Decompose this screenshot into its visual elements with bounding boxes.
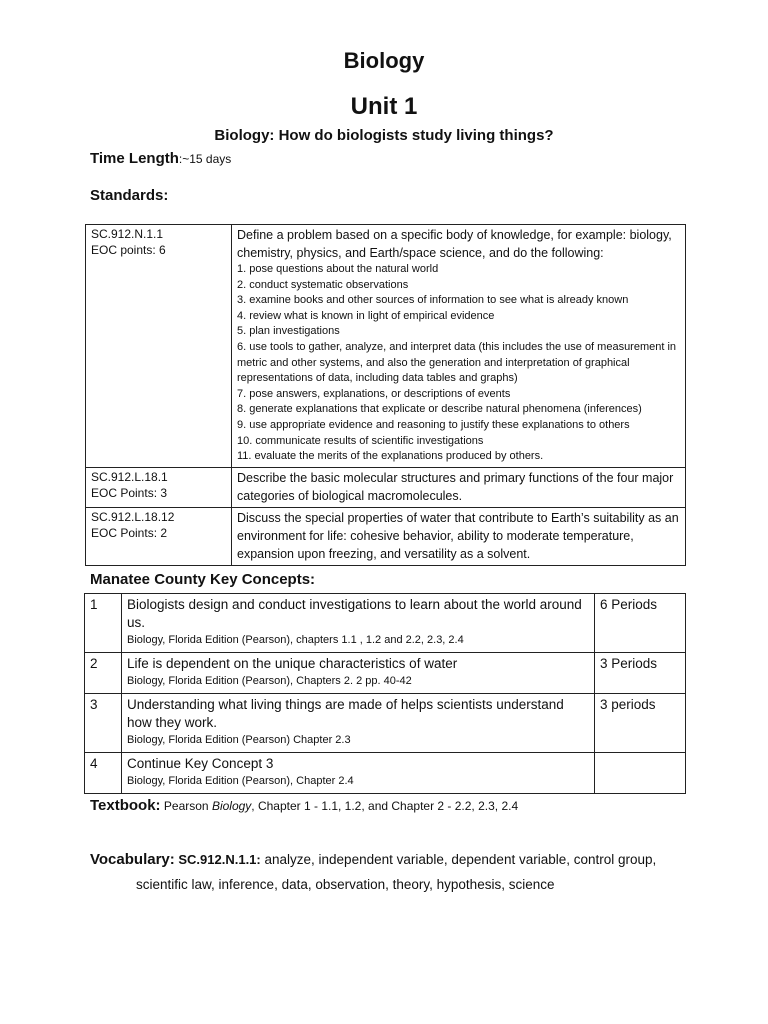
standard-description: Describe the basic molecular structures and primary functions of the four major categories of biological macromolecules. bbox=[237, 470, 674, 503]
time-length bbox=[90, 150, 231, 167]
key-concepts-table bbox=[84, 593, 686, 794]
list-item: 1. pose questions about the natural world bbox=[237, 263, 439, 275]
list-item: 9. use appropriate evidence and reasoning to justify these explanations to others bbox=[237, 418, 630, 431]
standard-points: EOC points: 6 bbox=[91, 243, 166, 257]
concept-periods: 6 Periods bbox=[595, 594, 686, 653]
time-length-label: Time Length bbox=[90, 150, 179, 167]
table-row bbox=[85, 653, 686, 694]
standard-code-cell bbox=[86, 467, 232, 507]
concept-text: Continue Key Concept 3 bbox=[127, 756, 274, 771]
standard-description-cell bbox=[232, 507, 686, 565]
standards-heading bbox=[90, 187, 168, 204]
list-item: 11. evaluate the merits of the explanations produced by others. bbox=[237, 450, 544, 463]
concept-periods: 3 periods bbox=[595, 694, 686, 753]
standard-steps-list bbox=[237, 262, 680, 465]
key-concepts-heading-label: Manatee County Key Concepts: bbox=[90, 571, 316, 588]
textbook-label: Textbook: bbox=[90, 797, 161, 814]
concept-number: 4 bbox=[85, 753, 122, 794]
standard-description: Define a problem based on a specific body of knowledge, for example: biology, chemistry, physics, and Earth/space science, and do the following: bbox=[237, 228, 672, 260]
table-row bbox=[86, 225, 686, 468]
vocabulary-label: Vocabulary: bbox=[90, 851, 175, 868]
concept-text-cell bbox=[122, 594, 595, 653]
concept-periods bbox=[595, 753, 686, 794]
concept-text: Biologists design and conduct investigations to learn about the world around us. bbox=[127, 597, 582, 630]
table-row bbox=[86, 467, 686, 507]
concept-text: Understanding what living things are made of helps scientists understand how they work. bbox=[127, 697, 564, 730]
concept-periods: 3 Periods bbox=[595, 653, 686, 694]
textbook-prefix: Pearson bbox=[160, 799, 212, 813]
concept-reference: Biology, Florida Edition (Pearson), Chapter 2.4 bbox=[127, 775, 354, 787]
list-item: 7. pose answers, explanations, or descriptions of events bbox=[237, 387, 511, 400]
vocabulary-standard-code: SC.912.N.1.1: bbox=[174, 852, 261, 867]
list-item: 2. conduct systematic observations bbox=[237, 278, 409, 291]
standards-table bbox=[85, 224, 686, 566]
key-concepts-heading bbox=[90, 571, 315, 588]
concept-text: Life is dependent on the unique characteristics of water bbox=[127, 656, 458, 671]
standard-points: EOC Points: 3 bbox=[91, 485, 168, 500]
concept-number: 2 bbox=[85, 653, 122, 694]
list-item: 10. communicate results of scientific investigations bbox=[237, 434, 484, 447]
unit-title: Unit 1 bbox=[350, 93, 418, 120]
list-item: 6. use tools to gather, analyze, and interpret data (this includes the use of measurement in metric and other systems, and also the generation and interpretation of graphical representations of data, including data tables and graphs) bbox=[237, 340, 677, 385]
vocabulary-terms: analyze, independent variable, dependent variable, control group, bbox=[260, 852, 657, 867]
standard-description: Discuss the special properties of water that contribute to Earth’s suitability as an environment for life: cohesive behavior, ability to moderate temperature, expansion upon freezing, and versatility as a solvent. bbox=[237, 510, 679, 561]
concept-reference: Biology, Florida Edition (Pearson) Chapter 2.3 bbox=[127, 734, 351, 746]
standards-heading-label: Standards: bbox=[90, 187, 169, 204]
standard-description-cell bbox=[232, 225, 686, 468]
list-item: 5. plan investigations bbox=[237, 325, 340, 338]
vocabulary-line bbox=[90, 851, 656, 868]
concept-text-cell bbox=[122, 653, 595, 694]
concept-reference: Biology, Florida Edition (Pearson), Chapters 2. 2 pp. 40-42 bbox=[127, 675, 412, 687]
list-item: 3. examine books and other sources of information to see what is already known bbox=[237, 294, 629, 307]
table-row bbox=[85, 753, 686, 794]
vocabulary-terms-continued: scientific law, inference, data, observation, theory, hypothesis, science bbox=[136, 877, 555, 892]
textbook-title: Biology bbox=[211, 799, 252, 813]
table-row bbox=[85, 594, 686, 653]
concept-number: 3 bbox=[85, 694, 122, 753]
list-item: 8. generate explanations that explicate or describe natural phenomena (inferences) bbox=[237, 403, 642, 416]
concept-text-cell bbox=[122, 753, 595, 794]
concept-reference: Biology, Florida Edition (Pearson), chapters 1.1 , 1.2 and 2.2, 2.3, 2.4 bbox=[127, 634, 464, 646]
standard-points: EOC Points: 2 bbox=[91, 525, 168, 540]
standard-code: SC.912.L.18.12 bbox=[91, 509, 175, 524]
unit-question: Biology: How do biologists study living things? bbox=[214, 127, 554, 144]
table-row bbox=[85, 694, 686, 753]
document-title: Biology bbox=[343, 48, 425, 73]
textbook-line bbox=[90, 797, 518, 814]
textbook-chapters: , Chapter 1 - 1.1, 1.2, and Chapter 2 - 2.2, 2.3, 2.4 bbox=[251, 799, 519, 813]
table-row bbox=[86, 507, 686, 565]
standard-description-cell bbox=[232, 467, 686, 507]
list-item: 4. review what is known in light of empirical evidence bbox=[237, 309, 495, 322]
concept-number: 1 bbox=[85, 594, 122, 653]
standard-code: SC.912.N.1.1 bbox=[91, 227, 164, 241]
standard-code-cell bbox=[86, 507, 232, 565]
standard-code: SC.912.L.18.1 bbox=[91, 469, 168, 484]
standard-code-cell bbox=[86, 225, 232, 468]
time-length-value: :~15 days bbox=[178, 152, 232, 166]
concept-text-cell bbox=[122, 694, 595, 753]
